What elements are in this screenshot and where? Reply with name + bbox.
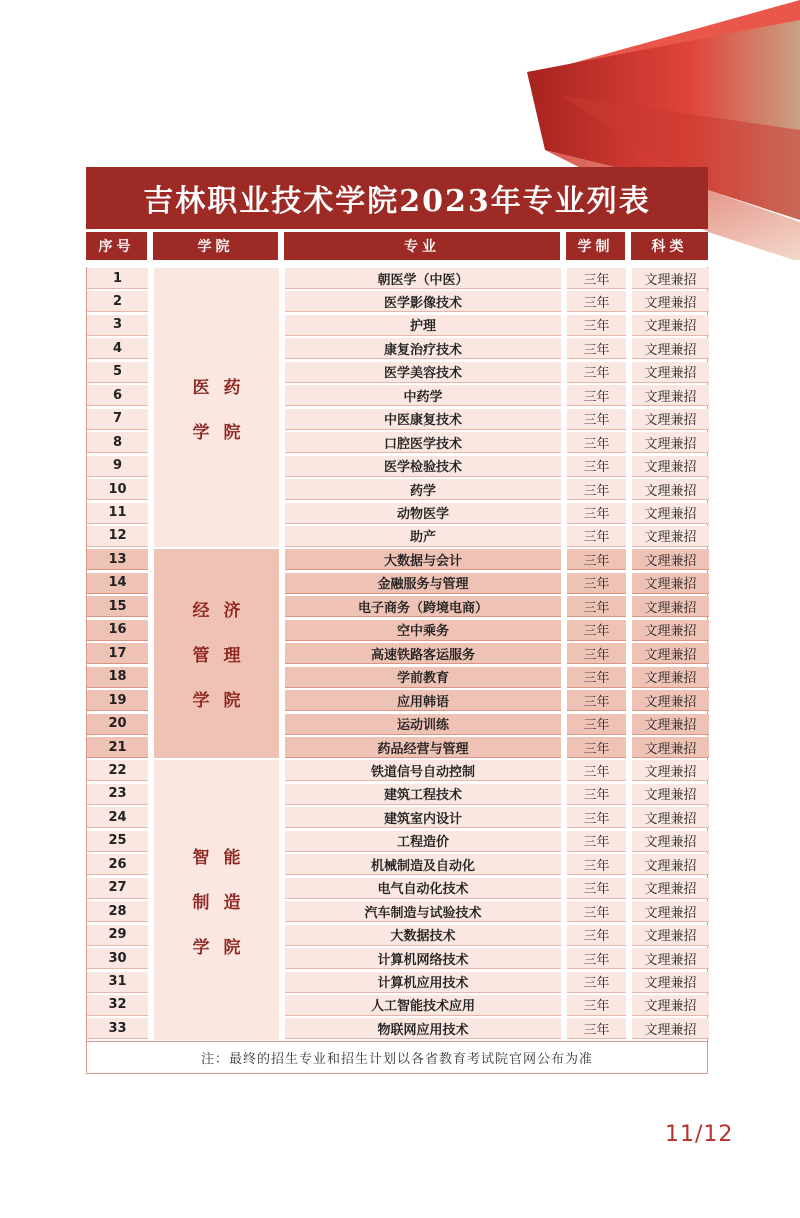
cell-no: 22 — [87, 760, 148, 781]
cell-duration: 三年 — [567, 456, 626, 477]
cell-duration: 三年 — [567, 268, 626, 289]
cell-category: 文理兼招 — [632, 995, 709, 1016]
table-header — [86, 232, 708, 260]
cell-duration: 三年 — [567, 714, 626, 735]
cell-category: 文理兼招 — [632, 737, 709, 758]
cell-no: 1 — [87, 268, 148, 289]
cell-major: 护理 — [285, 315, 561, 336]
cell-major: 高速铁路客运服务 — [285, 643, 561, 664]
cell-duration: 三年 — [567, 925, 626, 946]
cell-no: 33 — [87, 1018, 148, 1039]
cell-no: 11 — [87, 503, 148, 524]
cell-no: 25 — [87, 831, 148, 852]
cell-category: 文理兼招 — [632, 549, 709, 570]
cell-category: 文理兼招 — [632, 291, 709, 312]
cell-major: 计算机应用技术 — [285, 972, 561, 993]
cell-category: 文理兼招 — [632, 362, 709, 383]
cell-major: 运动训练 — [285, 714, 561, 735]
cell-no: 12 — [87, 526, 148, 547]
cell-duration: 三年 — [567, 503, 626, 524]
cell-category: 文理兼招 — [632, 807, 709, 828]
cell-category: 文理兼招 — [632, 1018, 709, 1039]
cell-major: 大数据与会计 — [285, 549, 561, 570]
cell-major: 药品经营与管理 — [285, 737, 561, 758]
cell-major: 大数据技术 — [285, 925, 561, 946]
cell-duration: 三年 — [567, 690, 626, 711]
cell-major: 中药学 — [285, 385, 561, 406]
cell-duration: 三年 — [567, 995, 626, 1016]
cell-category: 文理兼招 — [632, 620, 709, 641]
cell-category: 文理兼招 — [632, 760, 709, 781]
cell-major: 建筑室内设计 — [285, 807, 561, 828]
cell-duration: 三年 — [567, 385, 626, 406]
cell-category: 文理兼招 — [632, 385, 709, 406]
cell-major: 电子商务（跨境电商） — [285, 596, 561, 617]
cell-major: 口腔医学技术 — [285, 432, 561, 453]
cell-duration: 三年 — [567, 760, 626, 781]
cell-no: 30 — [87, 948, 148, 969]
header-major: 专业 — [284, 232, 560, 260]
cell-category: 文理兼招 — [632, 972, 709, 993]
cell-duration: 三年 — [567, 667, 626, 688]
cell-category: 文理兼招 — [632, 479, 709, 500]
cell-no: 4 — [87, 338, 148, 359]
cell-duration: 三年 — [567, 315, 626, 336]
cell-no: 23 — [87, 784, 148, 805]
cell-duration: 三年 — [567, 643, 626, 664]
cell-major: 人工智能技术应用 — [285, 995, 561, 1016]
cell-category: 文理兼招 — [632, 432, 709, 453]
cell-no: 8 — [87, 432, 148, 453]
cell-major: 医学美容技术 — [285, 362, 561, 383]
cell-duration: 三年 — [567, 737, 626, 758]
college-cell — [154, 268, 279, 547]
cell-category: 文理兼招 — [632, 643, 709, 664]
cell-no: 15 — [87, 596, 148, 617]
cell-no: 14 — [87, 573, 148, 594]
cell-no: 28 — [87, 901, 148, 922]
cell-no: 6 — [87, 385, 148, 406]
cell-major: 工程造价 — [285, 831, 561, 852]
cell-major: 物联网应用技术 — [285, 1018, 561, 1039]
cell-category: 文理兼招 — [632, 925, 709, 946]
cell-no: 31 — [87, 972, 148, 993]
cell-category: 文理兼招 — [632, 526, 709, 547]
cell-no: 26 — [87, 854, 148, 875]
cell-no: 7 — [87, 409, 148, 430]
cell-category: 文理兼招 — [632, 409, 709, 430]
cell-no: 18 — [87, 667, 148, 688]
cell-no: 20 — [87, 714, 148, 735]
cell-category: 文理兼招 — [632, 948, 709, 969]
cell-no: 17 — [87, 643, 148, 664]
cell-major: 建筑工程技术 — [285, 784, 561, 805]
cell-category: 文理兼招 — [632, 690, 709, 711]
header-duration: 学制 — [566, 232, 625, 260]
cell-duration: 三年 — [567, 338, 626, 359]
cell-major: 金融服务与管理 — [285, 573, 561, 594]
cell-no: 5 — [87, 362, 148, 383]
cell-category: 文理兼招 — [632, 854, 709, 875]
header-index: 序号 — [86, 232, 147, 260]
header-category: 科类 — [631, 232, 708, 260]
cell-no: 13 — [87, 549, 148, 570]
cell-duration: 三年 — [567, 291, 626, 312]
college-cell — [154, 760, 279, 1039]
cell-major: 计算机网络技术 — [285, 948, 561, 969]
cell-duration: 三年 — [567, 432, 626, 453]
cell-category: 文理兼招 — [632, 667, 709, 688]
cell-major: 汽车制造与试验技术 — [285, 901, 561, 922]
cell-duration: 三年 — [567, 831, 626, 852]
cell-major: 电气自动化技术 — [285, 878, 561, 899]
college-name-line: 制造 — [192, 892, 255, 913]
cell-duration: 三年 — [567, 807, 626, 828]
cell-major: 助产 — [285, 526, 561, 547]
cell-major: 动物医学 — [285, 503, 561, 524]
cell-category: 文理兼招 — [632, 573, 709, 594]
cell-no: 27 — [87, 878, 148, 899]
footnote: 注：最终的招生专业和招生计划以各省教育考试院官网公布为准 — [86, 1041, 708, 1074]
cell-duration: 三年 — [567, 549, 626, 570]
cell-category: 文理兼招 — [632, 714, 709, 735]
cell-no: 3 — [87, 315, 148, 336]
cell-duration: 三年 — [567, 972, 626, 993]
majors-table — [86, 267, 708, 1041]
college-name-line: 医药 — [192, 377, 255, 398]
cell-major: 医学检验技术 — [285, 456, 561, 477]
cell-major: 学前教育 — [285, 667, 561, 688]
cell-major: 医学影像技术 — [285, 291, 561, 312]
college-name-line: 智能 — [192, 847, 255, 868]
page-number: 11/12 — [665, 1122, 734, 1147]
cell-category: 文理兼招 — [632, 268, 709, 289]
header-college: 学院 — [153, 232, 278, 260]
cell-category: 文理兼招 — [632, 878, 709, 899]
cell-no: 16 — [87, 620, 148, 641]
cell-no: 21 — [87, 737, 148, 758]
cell-major: 空中乘务 — [285, 620, 561, 641]
college-cell — [154, 549, 279, 758]
college-name-line: 经济 — [192, 601, 255, 622]
cell-major: 药学 — [285, 479, 561, 500]
cell-category: 文理兼招 — [632, 901, 709, 922]
cell-major: 应用韩语 — [285, 690, 561, 711]
cell-no: 29 — [87, 925, 148, 946]
cell-major: 康复治疗技术 — [285, 338, 561, 359]
cell-duration: 三年 — [567, 854, 626, 875]
college-name-line: 管理 — [192, 646, 255, 667]
cell-major: 中医康复技术 — [285, 409, 561, 430]
cell-duration: 三年 — [567, 479, 626, 500]
cell-duration: 三年 — [567, 362, 626, 383]
cell-duration: 三年 — [567, 620, 626, 641]
cell-duration: 三年 — [567, 526, 626, 547]
cell-duration: 三年 — [567, 784, 626, 805]
cell-no: 19 — [87, 690, 148, 711]
cell-major: 机械制造及自动化 — [285, 854, 561, 875]
cell-category: 文理兼招 — [632, 315, 709, 336]
cell-duration: 三年 — [567, 1018, 626, 1039]
cell-category: 文理兼招 — [632, 784, 709, 805]
cell-duration: 三年 — [567, 878, 626, 899]
college-name-line: 学院 — [192, 937, 255, 958]
cell-duration: 三年 — [567, 901, 626, 922]
cell-no: 9 — [87, 456, 148, 477]
cell-category: 文理兼招 — [632, 503, 709, 524]
cell-duration: 三年 — [567, 596, 626, 617]
cell-major: 铁道信号自动控制 — [285, 760, 561, 781]
cell-category: 文理兼招 — [632, 456, 709, 477]
page-title: 吉林职业技术学院2023年专业列表 — [86, 167, 708, 229]
cell-category: 文理兼招 — [632, 596, 709, 617]
cell-category: 文理兼招 — [632, 338, 709, 359]
cell-duration: 三年 — [567, 573, 626, 594]
cell-no: 32 — [87, 995, 148, 1016]
cell-no: 24 — [87, 807, 148, 828]
college-name-line: 学院 — [192, 422, 255, 443]
cell-duration: 三年 — [567, 948, 626, 969]
cell-no: 2 — [87, 291, 148, 312]
cell-category: 文理兼招 — [632, 831, 709, 852]
cell-major: 朝医学（中医） — [285, 268, 561, 289]
cell-duration: 三年 — [567, 409, 626, 430]
cell-no: 10 — [87, 479, 148, 500]
college-name-line: 学院 — [192, 691, 255, 712]
